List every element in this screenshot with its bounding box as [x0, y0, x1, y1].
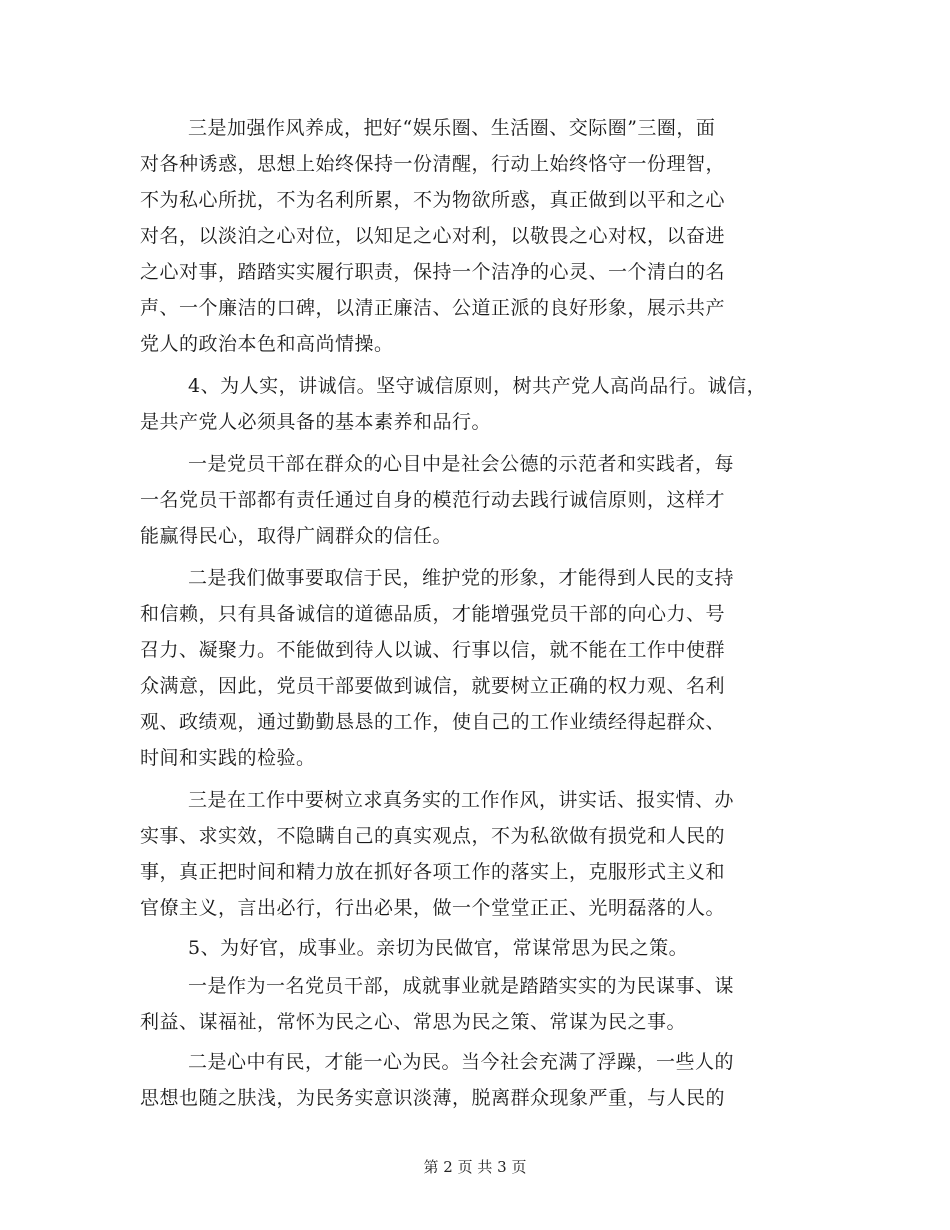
- text-line: 二是心中有民，才能一心为民。当今社会充满了浮躁，一些人的: [188, 1051, 735, 1073]
- text-line: 对各种诱惑，思想上始终保持一份清醒，行动上始终恪守一份理智，: [140, 153, 726, 175]
- text-line: 时间和实践的检验。: [140, 747, 316, 769]
- text-line: 官僚主义，言出必行，行出必果，做一个堂堂正正、光明磊落的人。: [140, 897, 726, 919]
- text-line: 和信赖，只有具备诚信的道德品质，才能增强党员干部的向心力、号: [140, 603, 726, 625]
- text-line: 众满意，因此，党员干部要做到诚信，就要树立正确的权力观、名利: [140, 675, 726, 697]
- text-line: 对名，以淡泊之心对位，以知足之心对利，以敬畏之心对权，以奋进: [140, 225, 726, 247]
- text-line: 召力、凝聚力。不能做到待人以诚、行事以信，就不能在工作中使群: [140, 639, 726, 661]
- text-line: 三是加强作风养成，把好“娱乐圈、生活圈、交际圈”三圈，面: [188, 117, 716, 139]
- text-line: 能赢得民心，取得广阔群众的信任。: [140, 525, 453, 547]
- text-line: 党人的政治本色和高尚情操。: [140, 333, 394, 355]
- text-line: 一是党员干部在群众的心目中是社会公德的示范者和实践者，每: [188, 453, 735, 475]
- text-line: 一名党员干部都有责任通过自身的模范行动去践行诚信原则，这样才: [140, 489, 726, 511]
- text-line: 思想也随之肤浅，为民务实意识淡薄，脱离群众现象严重，与人民的: [140, 1087, 726, 1109]
- text-line: 利益、谋福祉，常怀为民之心、常思为民之策、常谋为民之事。: [140, 1011, 687, 1033]
- text-line: 不为私心所扰，不为名利所累，不为物欲所惑，真正做到以平和之心: [140, 189, 726, 211]
- text-line: 一是作为一名党员干部，成就事业就是踏踏实实的为民谋事、谋: [188, 975, 735, 997]
- text-line: 声、一个廉洁的口碑，以清正廉洁、公道正派的良好形象，展示共产: [140, 297, 726, 319]
- section-heading: 4、为人实，讲诚信。坚守诚信原则，树共产党人高尚品行。诚信，: [188, 375, 767, 397]
- text-line: 三是在工作中要树立求真务实的工作作风，讲实话、报实情、办: [188, 789, 735, 811]
- text-line: 观、政绩观，通过勤勤恳恳的工作，使自己的工作业绩经得起群众、: [140, 711, 726, 733]
- text-line: 之心对事，踏踏实实履行职责，保持一个洁净的心灵、一个清白的名: [140, 261, 726, 283]
- text-line: 二是我们做事要取信于民，维护党的形象，才能得到人民的支持: [188, 567, 735, 589]
- page-number-footer: 第 2 页 共 3 页: [423, 1158, 527, 1176]
- text-line: 实事、求实效，不隐瞒自己的真实观点，不为私欲做有损党和人民的: [140, 825, 726, 847]
- text-line: 事，真正把时间和精力放在抓好各项工作的落实上，克服形式主义和: [140, 861, 726, 883]
- section-heading: 5、为好官，成事业。亲切为民做官，常谋常思为民之策。: [188, 937, 689, 959]
- text-line: 是共产党人必须具备的基本素养和品行。: [140, 411, 492, 433]
